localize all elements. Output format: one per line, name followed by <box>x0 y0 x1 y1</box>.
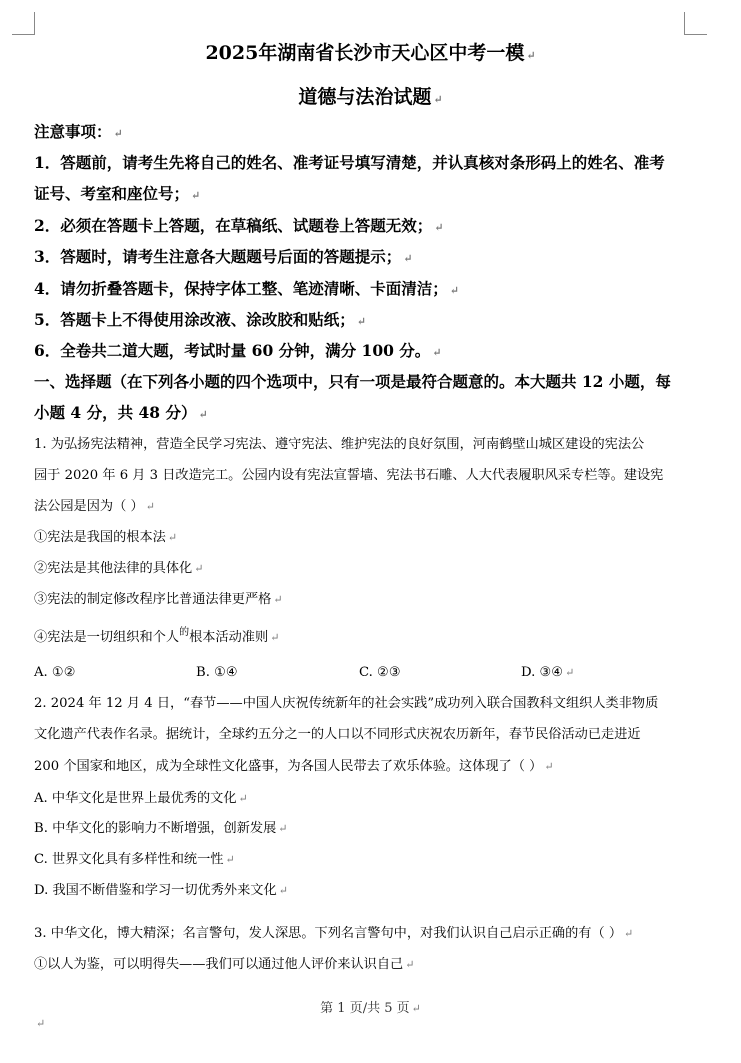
paragraph-mark-icon: ↵ <box>278 884 288 897</box>
section-heading: 小题 4 分，共 48 分） ↵ <box>34 403 208 422</box>
paragraph-mark-icon: ↵ <box>194 562 204 575</box>
paragraph-mark-icon: ↵ <box>403 252 413 265</box>
notice-heading: 注意事项： ↵ <box>34 122 123 141</box>
question-1-option-d: D. ③④ ↵ <box>521 665 575 680</box>
paragraph-mark-icon: ↵ <box>113 127 123 140</box>
paragraph-mark-icon: ↵ <box>434 221 444 234</box>
paragraph-mark-icon: ↵ <box>433 93 443 106</box>
notice-item: 1．答题前，请考生先将自己的姓名、准考证号填写清楚，并认真核对条形码上的姓名、准考 <box>34 153 665 172</box>
paragraph-mark-icon: ↵ <box>624 927 634 940</box>
question-1-item: ③宪法的制定修改程序比普通法律更严格 ↵ <box>34 592 283 607</box>
paragraph-mark-icon: ↵ <box>526 49 536 62</box>
paragraph-mark-icon: ↵ <box>167 531 178 544</box>
paragraph-mark-icon: ↵ <box>565 666 575 679</box>
question-1-item: ②宪法是其他法律的具体化 ↵ <box>34 561 204 576</box>
paragraph-mark-icon: ↵ <box>544 760 554 773</box>
crop-mark-top-left <box>12 12 35 35</box>
question-1-option-b: B. ①④ <box>196 665 238 680</box>
notice-item: 证号、考室和座位号； ↵ <box>34 184 201 203</box>
crop-mark-top-right <box>684 12 707 35</box>
paragraph-mark-icon: ↵ <box>191 189 201 202</box>
paragraph-mark-icon: ↵ <box>449 284 460 297</box>
paragraph-mark-icon: ↵ <box>36 1017 46 1030</box>
notice-item: 6．全卷共二道大题，考试时量 60 分钟，满分 100 分。 ↵ <box>34 341 442 360</box>
question-1-item: ①宪法是我国的根本法 ↵ <box>34 530 178 545</box>
notice-item: 3．答题时，请考生注意各大题题号后面的答题提示； ↵ <box>34 247 413 266</box>
question-1-item: ④宪法是一切组织和个人$^的$根本活动准则 ↵ <box>34 627 280 645</box>
question-1-stem: 园于 2020 年 6 月 3 日改造完工。公园内设有宪法宣誓墙、宪法书石雕、人大代表履职风采专栏等。建设宪 <box>34 468 664 483</box>
question-1-stem: 法公园是因为（ ） ↵ <box>34 499 155 514</box>
notice-item: 2．必须在答题卡上答题，在草稿纸、试题卷上答题无效； ↵ <box>34 216 444 235</box>
notice-item: 5．答题卡上不得使用涂改液、涂改胶和贴纸； ↵ <box>34 310 367 329</box>
question-2-option-d: D. 我国不断借鉴和学习一切优秀外来文化 ↵ <box>34 883 288 898</box>
page-footer: 第 1 页/共 5 页 ↵ <box>320 1001 421 1016</box>
document-title: 2025年湖南省长沙市天心区中考一模 ↵ <box>205 42 536 64</box>
question-2-stem: 200 个国家和地区，成为全球性文化盛事，为各国人民带去了欢乐体验。这体现了（ ） ↵ <box>34 759 554 774</box>
question-3-item: ①以人为鉴，可以明得失——我们可以通过他人评价来认识自己 ↵ <box>34 957 415 972</box>
question-2-stem: 文化遗产代表作名录。据统计，全球约五分之一的人口以不同形式庆祝农历新年，春节民俗活动已走进近 <box>34 727 641 742</box>
paragraph-mark-icon: ↵ <box>432 346 442 359</box>
paragraph-mark-icon: ↵ <box>278 822 288 835</box>
question-2-option-a: A. 中华文化是世界上最优秀的文化 ↵ <box>34 791 248 806</box>
paragraph-mark-icon: ↵ <box>225 853 235 866</box>
question-1-option-c: C. ②③ <box>359 665 401 680</box>
paragraph-mark-icon: ↵ <box>198 408 208 421</box>
paragraph-mark-icon: ↵ <box>273 593 283 606</box>
paragraph-mark-icon: ↵ <box>145 500 155 513</box>
trailing-paragraph <box>34 1014 45 1030</box>
notice-item: 4．请勿折叠答题卡，保持字体工整、笔迹清晰、卡面清洁； ↵ <box>34 279 460 298</box>
paragraph-mark-icon: ↵ <box>411 1002 421 1015</box>
paragraph-mark-icon: ↵ <box>238 792 248 805</box>
section-heading: 一、选择题（在下列各小题的四个选项中，只有一项是最符合题意的。本大题共 12 小题，每 <box>34 372 671 391</box>
paragraph-mark-icon: ↵ <box>356 315 367 328</box>
paragraph-mark-icon: ↵ <box>270 631 280 644</box>
question-2-option-c: C. 世界文化具有多样性和统一性 ↵ <box>34 852 235 867</box>
question-3-stem: 3. 中华文化，博大精深；名言警句，发人深思。下列名言警句中，对我们认识自己启示正确的有（ ） ↵ <box>34 926 634 941</box>
question-2-stem: 2. 2024 年 12 月 4 日，“春节——中国人庆祝传统新年的社会实践”成功列入联合国教科文组织人类非物质 <box>34 696 659 711</box>
question-2-option-b: B. 中华文化的影响力不断增强，创新发展 ↵ <box>34 821 288 836</box>
document-subtitle: 道德与法治试题 ↵ <box>298 86 443 108</box>
paragraph-mark-icon: ↵ <box>405 958 415 971</box>
question-1-option-a: A. ①② <box>34 665 76 680</box>
question-1-stem: 1. 为弘扬宪法精神，营造全民学习宪法、遵守宪法、维护宪法的良好氛围，河南鹤壁山城区建设的宪法公 <box>34 437 645 452</box>
